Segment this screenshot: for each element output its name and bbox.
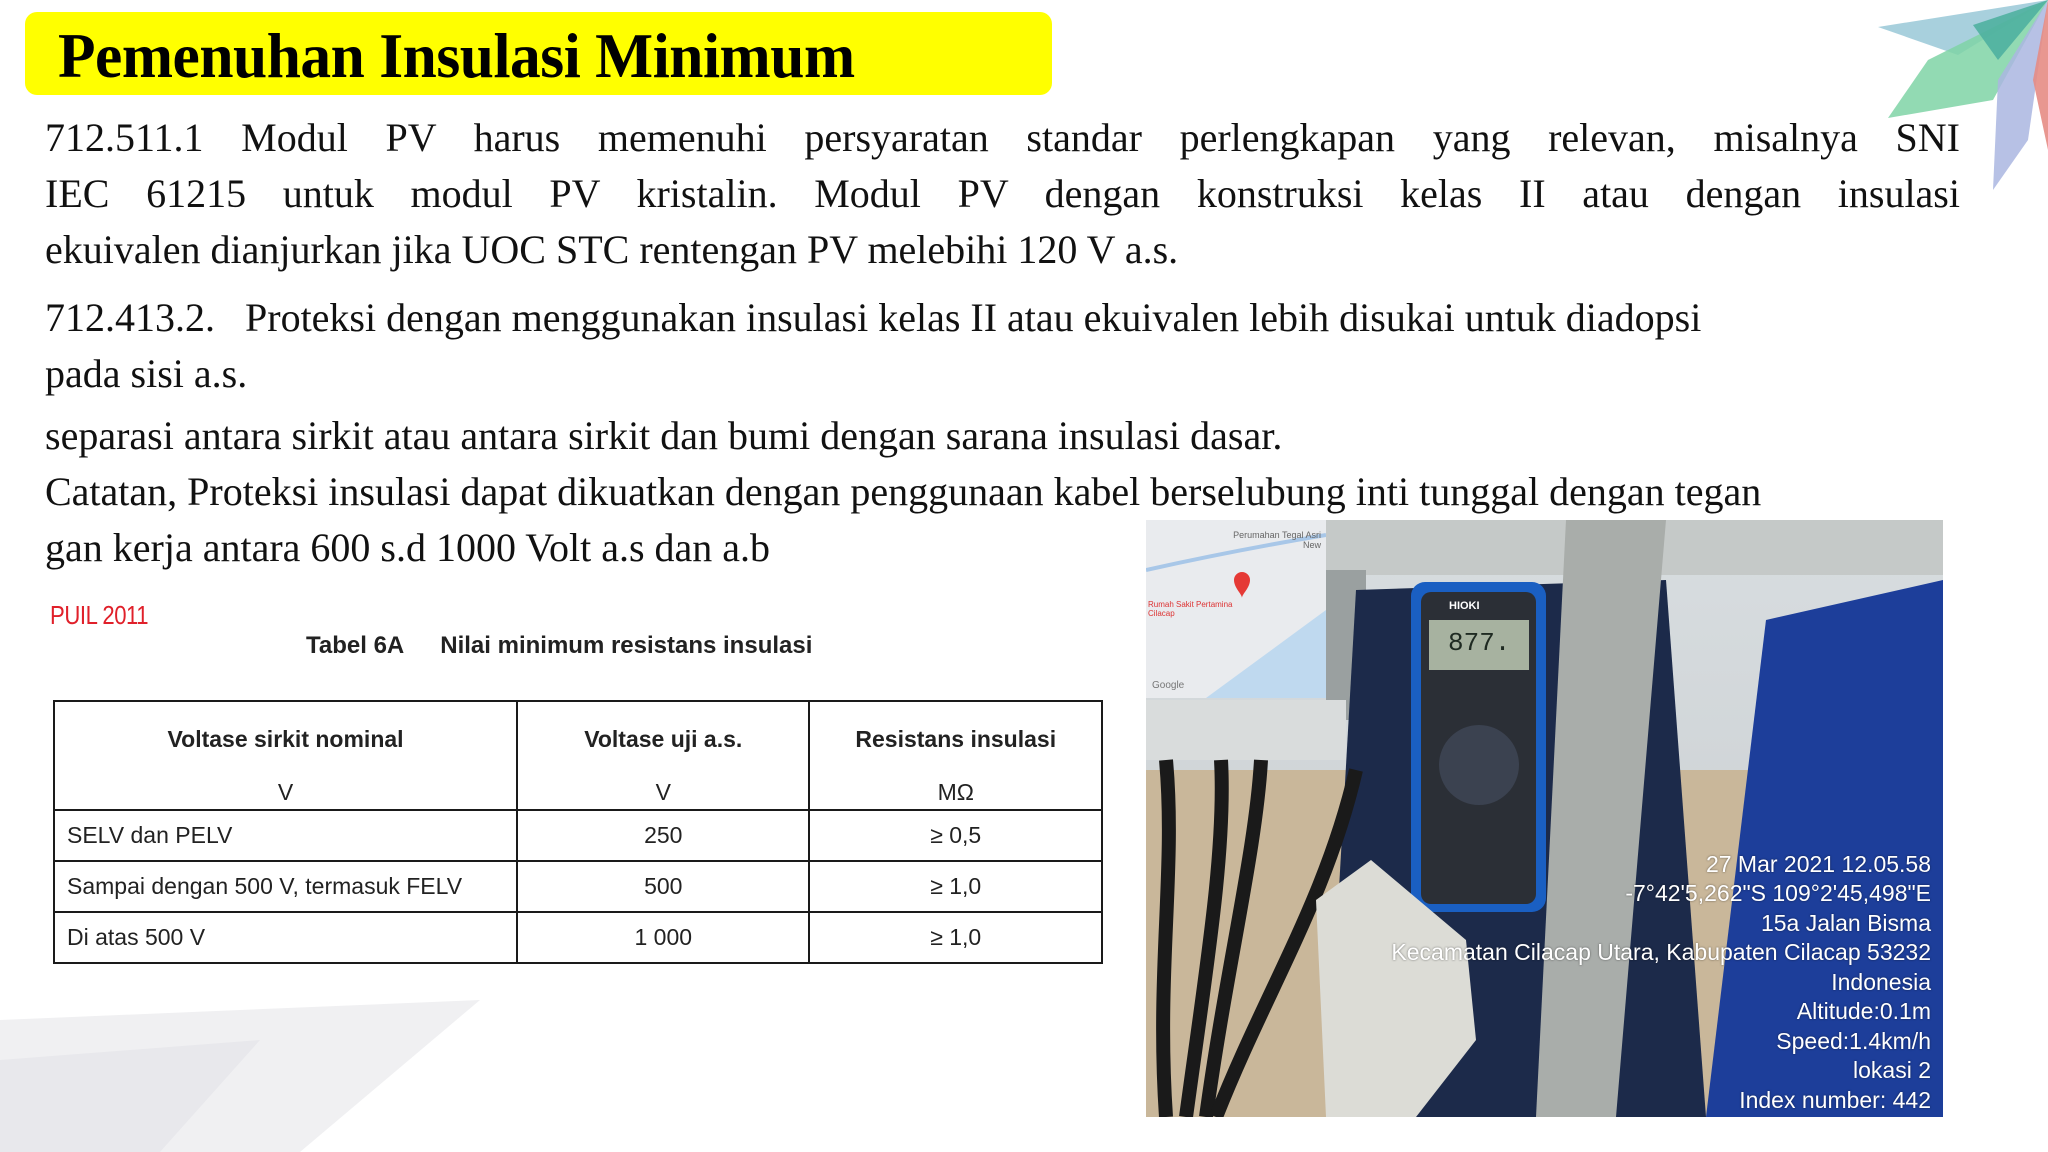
paragraph-line: 712.511.1 Modul PV harus memenuhi persyaratan standar perlengkapan yang relevan, misalnya SNI bbox=[45, 115, 1960, 160]
meter-reading: 877. bbox=[1448, 628, 1511, 658]
table-header-row bbox=[54, 701, 1102, 810]
map-label-hospital: Rumah Sakit Pertamina Cilacap bbox=[1148, 600, 1233, 618]
cell-test-voltage: 1 000 bbox=[517, 912, 809, 963]
field-measurement-photo bbox=[1146, 520, 1943, 1117]
header-test-voltage: Voltase uji a.s. V bbox=[517, 701, 809, 810]
paragraph-line: ekuivalen dianjurkan jika UOC STC rentengan PV melebihi 120 V a.s. bbox=[45, 227, 1179, 272]
paragraph-712-413-2 bbox=[45, 290, 1960, 402]
overlay-timestamp: 27 Mar 2021 12.05.58 bbox=[1705, 850, 1931, 877]
table-caption-id: Tabel 6A bbox=[306, 632, 405, 659]
paragraph-line: gan kerja antara 600 s.d 1000 Volt a.s dan a.b bbox=[45, 525, 771, 570]
paragraph-712-511-1 bbox=[45, 110, 1960, 278]
table-row bbox=[54, 912, 1102, 963]
background-shard-decoration bbox=[0, 1000, 900, 1152]
overlay-district: Kecamatan Cilacap Utara, Kabupaten Cilacap 53232 bbox=[1391, 939, 1931, 965]
map-inset bbox=[1146, 520, 1326, 698]
cell-test-voltage: 500 bbox=[517, 861, 809, 912]
cell-nominal-voltage: Di atas 500 V bbox=[54, 912, 517, 963]
cell-insulation-resistance: ≥ 0,5 bbox=[809, 810, 1102, 861]
paragraph-line: separasi antara sirkit atau antara sirkit dan bumi dengan sarana insulasi dasar. bbox=[45, 413, 1283, 458]
overlay-index-number: Index number: 442 bbox=[1739, 1086, 1931, 1113]
slide-title: Pemenuhan Insulasi Minimum bbox=[58, 20, 855, 91]
cell-nominal-voltage: Sampai dengan 500 V, termasuk FELV bbox=[54, 861, 517, 912]
insulation-resistance-table bbox=[53, 700, 1103, 964]
meter-brand: HIOKI bbox=[1449, 600, 1480, 612]
overlay-speed: Speed:1.4km/h bbox=[1776, 1027, 1931, 1054]
overlay-altitude: Altitude:0.1m bbox=[1796, 998, 1931, 1024]
google-logo: Google bbox=[1152, 680, 1185, 691]
overlay-location-label: lokasi 2 bbox=[1853, 1057, 1931, 1083]
photo-gps-overlay bbox=[1391, 850, 1931, 1116]
cell-insulation-resistance: ≥ 1,0 bbox=[809, 861, 1102, 912]
cell-nominal-voltage: SELV dan PELV bbox=[54, 810, 517, 861]
map-label-perumahan: Perumahan Tegal Asri New bbox=[1233, 530, 1321, 550]
header-nominal-voltage: Voltase sirkit nominal V bbox=[54, 701, 517, 810]
cell-test-voltage: 250 bbox=[517, 810, 809, 861]
table-caption bbox=[306, 632, 848, 660]
overlay-country: Indonesia bbox=[1831, 968, 1931, 995]
table-row bbox=[54, 861, 1102, 912]
paragraph-line: IEC 61215 untuk modul PV kristalin. Modul PV dengan konstruksi kelas II atau dengan insulasi bbox=[45, 171, 1960, 216]
paragraph-line: pada sisi a.s. bbox=[45, 351, 248, 396]
overlay-coordinates: -7°42'5,262"S 109°2'45,498"E bbox=[1625, 880, 1931, 906]
source-label: PUIL 2011 bbox=[50, 600, 149, 630]
table-row bbox=[54, 810, 1102, 861]
paragraph-line: 712.413.2. Proteksi dengan menggunakan insulasi kelas II atau ekuivalen lebih disukai untuk diadopsi bbox=[45, 295, 1702, 340]
paragraph-line: Catatan, Proteksi insulasi dapat dikuatkan dengan penggunaan kabel berselubung inti tunggal dengan tegan bbox=[45, 469, 1762, 514]
header-insulation-resistance: Resistans insulasi MΩ bbox=[809, 701, 1102, 810]
overlay-street: 15a Jalan Bisma bbox=[1760, 909, 1931, 936]
cell-insulation-resistance: ≥ 1,0 bbox=[809, 912, 1102, 963]
table-caption-text: Nilai minimum resistans insulasi bbox=[440, 632, 813, 659]
